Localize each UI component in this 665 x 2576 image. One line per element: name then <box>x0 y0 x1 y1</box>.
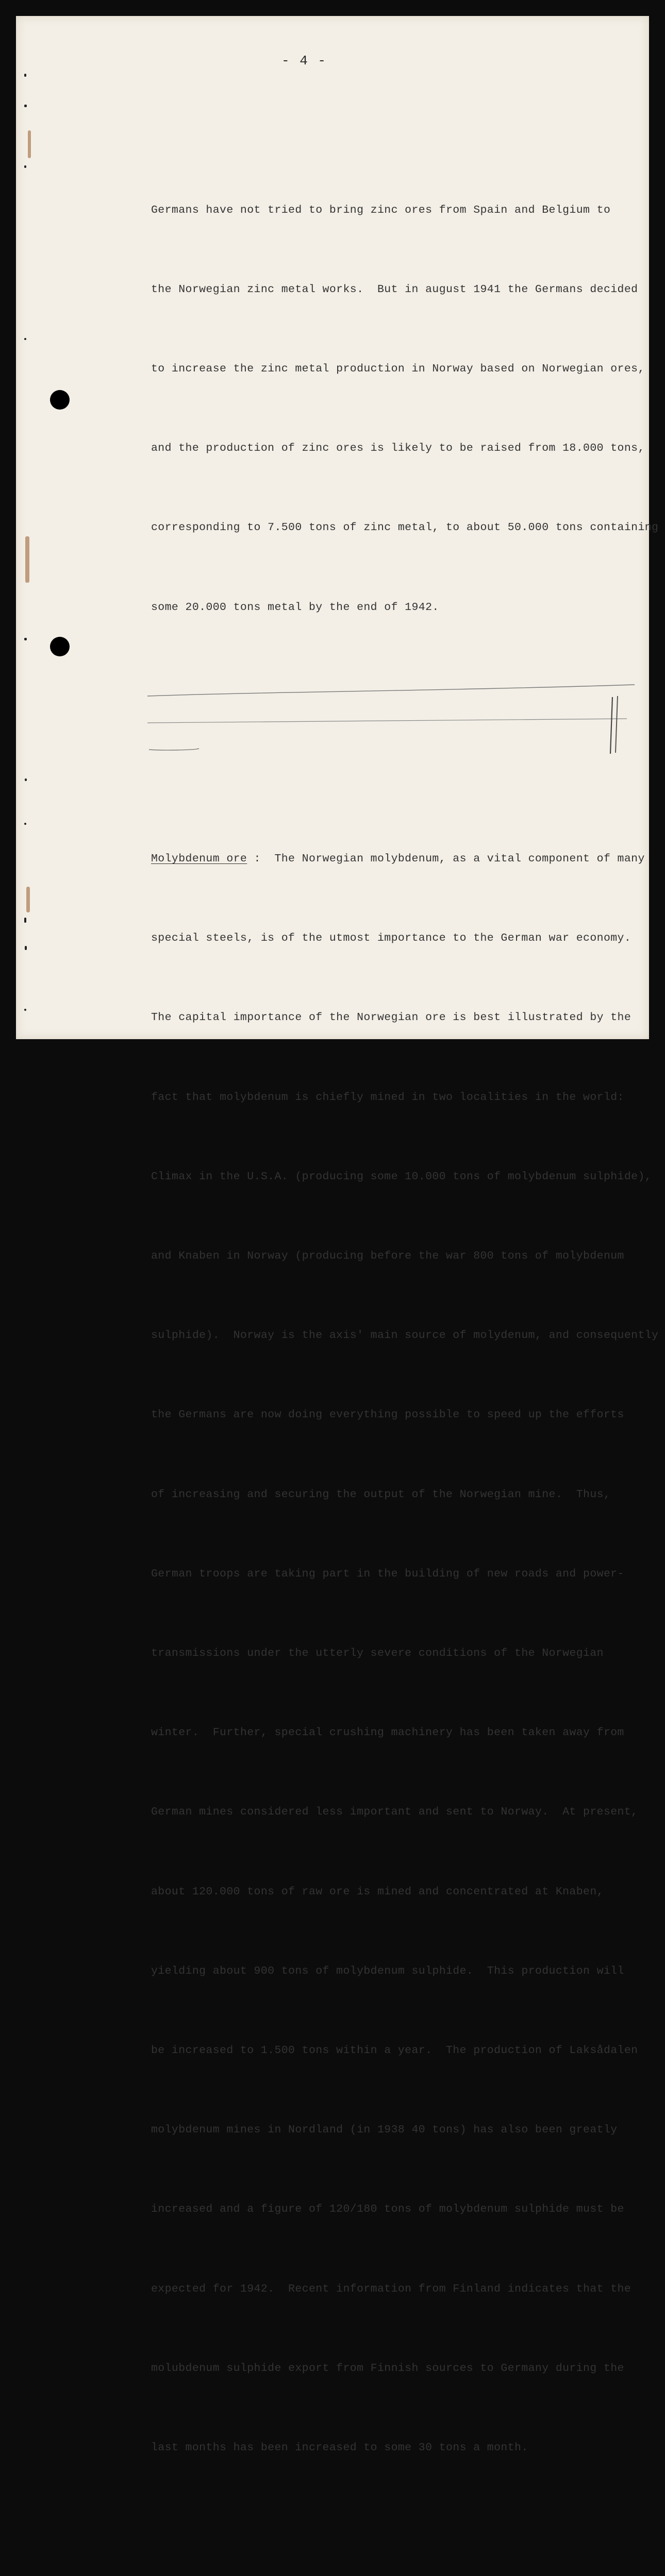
margin-speck <box>25 946 27 950</box>
document-body <box>151 91 659 2576</box>
text-line: Molybdenum ore : The Norwegian molybdenum, as a vital component of many <box>151 852 645 865</box>
text-line: German mines considered less important and sent to Norway. At present, <box>151 1806 638 1819</box>
margin-speck <box>24 638 27 640</box>
text-line: about 120.000 tons of raw ore is mined and concentrated at Knaben, <box>151 1885 604 1898</box>
text-line: increased and a figure of 120/180 tons of molybdenum sulphide must be <box>151 2203 624 2216</box>
text-line: transmissions under the utterly severe conditions of the Norwegian <box>151 1647 604 1659</box>
punch-hole <box>50 390 70 410</box>
text-line: some 20.000 tons metal by the end of 1942. <box>151 601 439 614</box>
rust-stain <box>28 130 31 158</box>
margin-speck <box>24 338 26 340</box>
text-line: German troops are taking part in the building of new roads and power- <box>151 1567 624 1580</box>
text-line: the Germans are now doing everything possible to speed up the efforts <box>151 1409 624 1421</box>
margin-speck <box>24 823 26 825</box>
text-line: corresponding to 7.500 tons of zinc metal, to about 50.000 tons containing <box>151 521 659 534</box>
text-line: the Norwegian zinc metal works. But in august 1941 the Germans decided <box>151 283 638 296</box>
section-heading-molybdenum: Molybdenum ore <box>151 852 247 865</box>
rust-stain <box>25 536 29 583</box>
text-line: of increasing and securing the output of the Norwegian mine. Thus, <box>151 1488 611 1501</box>
text-line: molubdenum sulphide export from Finnish sources to Germany during the <box>151 2362 624 2375</box>
text-line: Germans have not tried to bring zinc ores from Spain and Belgium to <box>151 204 611 216</box>
text-line: Climax in the U.S.A. (producing some 10.000 tons of molybdenum sulphide), <box>151 1170 652 1183</box>
text-line: to increase the zinc metal production in Norway based on Norwegian ores, <box>151 363 645 376</box>
text-line: be increased to 1.500 tons within a year. The production of Laksådalen <box>151 2044 638 2057</box>
margin-speck <box>24 918 26 923</box>
paragraph-zinc <box>151 144 659 674</box>
text-line: expected for 1942. Recent information from Finland indicates that the <box>151 2282 631 2295</box>
text-line: last months has been increased to some 30 tons a month. <box>151 2442 528 2454</box>
margin-speck <box>24 165 26 168</box>
text-line: winter. Further, special crushing machinery has been taken away from <box>151 1726 624 1739</box>
paragraph-molybdenum <box>151 793 659 2514</box>
text-line: molybdenum mines in Nordland (in 1938 40 tons) has also been greatly <box>151 2124 618 2137</box>
page-number: - 4 - <box>281 53 327 69</box>
text-line: and the production of zinc ores is likely to be raised from 18.000 tons, <box>151 442 645 455</box>
document-page <box>16 16 659 2454</box>
text-line: yielding about 900 tons of molybdenum sulphide. This production will <box>151 1964 624 1977</box>
text-line: and Knaben in Norway (producing before the war 800 tons of molybdenum <box>151 1249 624 1262</box>
punch-hole <box>50 637 70 656</box>
margin-speck <box>24 74 26 77</box>
rust-stain <box>26 887 30 912</box>
text-line: sulphide). Norway is the axis' main source of molydenum, and consequently <box>151 1329 659 1342</box>
margin-speck <box>25 778 27 781</box>
margin-speck <box>24 1009 26 1011</box>
text-line: special steels, is of the utmost importance to the German war economy. <box>151 932 631 945</box>
text-line: fact that molybdenum is chiefly mined in two localities in the world: <box>151 1091 624 1104</box>
margin-speck <box>24 105 27 107</box>
text-line: The capital importance of the Norwegian ore is best illustrated by the <box>151 1011 631 1024</box>
